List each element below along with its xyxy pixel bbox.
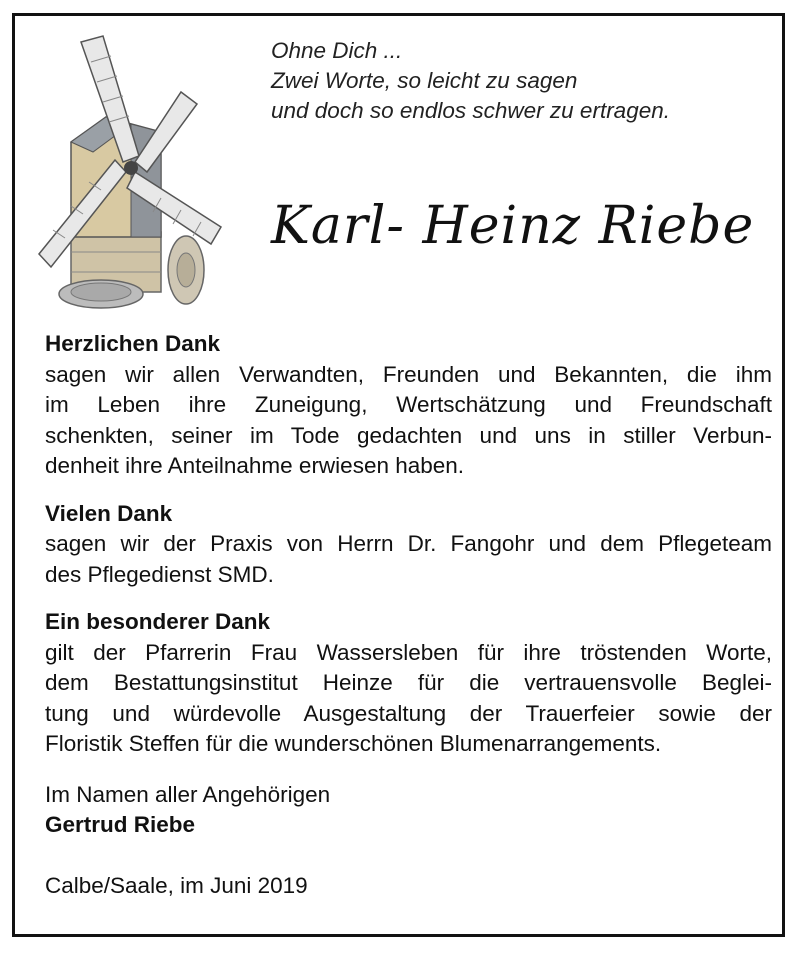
section-line: tung und würdevolle Ausgestaltung der Trauerfeier sowie der (45, 700, 772, 726)
signature-name: Gertrud Riebe (45, 812, 196, 837)
obituary-notice (12, 13, 785, 937)
poem (271, 36, 670, 126)
section-line: Floristik Steffen für die wunderschönen Blumenarrangements. (45, 731, 662, 756)
section-line: dem Bestattungsinstitut Heinze für die vertrauensvolle Beglei- (45, 670, 772, 695)
notice-body (45, 329, 772, 901)
poem-line: und doch so endlos schwer zu ertragen. (271, 98, 670, 123)
place-date: Calbe/Saale, im Juni 2019 (45, 872, 308, 898)
thanks-section-relatives (45, 329, 772, 482)
section-line: des Pflegedienst SMD. (45, 561, 274, 587)
thanks-section-special (45, 607, 772, 760)
section-line: sagen wir der Praxis von Herrn Dr. Fangohr und dem Pflegeteam (45, 531, 772, 556)
section-line: sagen wir allen Verwandten, Freunden und Bekannten, die ihm (45, 361, 772, 387)
poem-line: Zwei Worte, so leicht zu sagen (271, 68, 578, 93)
windmill-icon (31, 22, 231, 314)
poem-line: Ohne Dich ... (271, 38, 403, 63)
section-line: schenkten, seiner im Tode gedachten und uns in stiller Verbun- (45, 422, 772, 448)
section-heading: Herzlichen Dank (45, 331, 221, 356)
thanks-section-practice (45, 499, 772, 591)
deceased-name: Karl- Heinz Riebe (271, 196, 755, 256)
signature-intro: Im Namen aller Angehörigen (45, 781, 331, 807)
signature (45, 780, 772, 841)
section-heading: Vielen Dank (45, 500, 173, 526)
section-line: gilt der Pfarrerin Frau Wassersleben für ihre tröstenden Worte, (45, 639, 772, 665)
section-heading: Ein besonderer Dank (45, 609, 271, 634)
section-line: denheit ihre Anteilnahme erwiesen haben. (45, 453, 465, 478)
section-line: im Leben ihre Zuneigung, Wertschätzung und Freundschaft (45, 392, 772, 417)
